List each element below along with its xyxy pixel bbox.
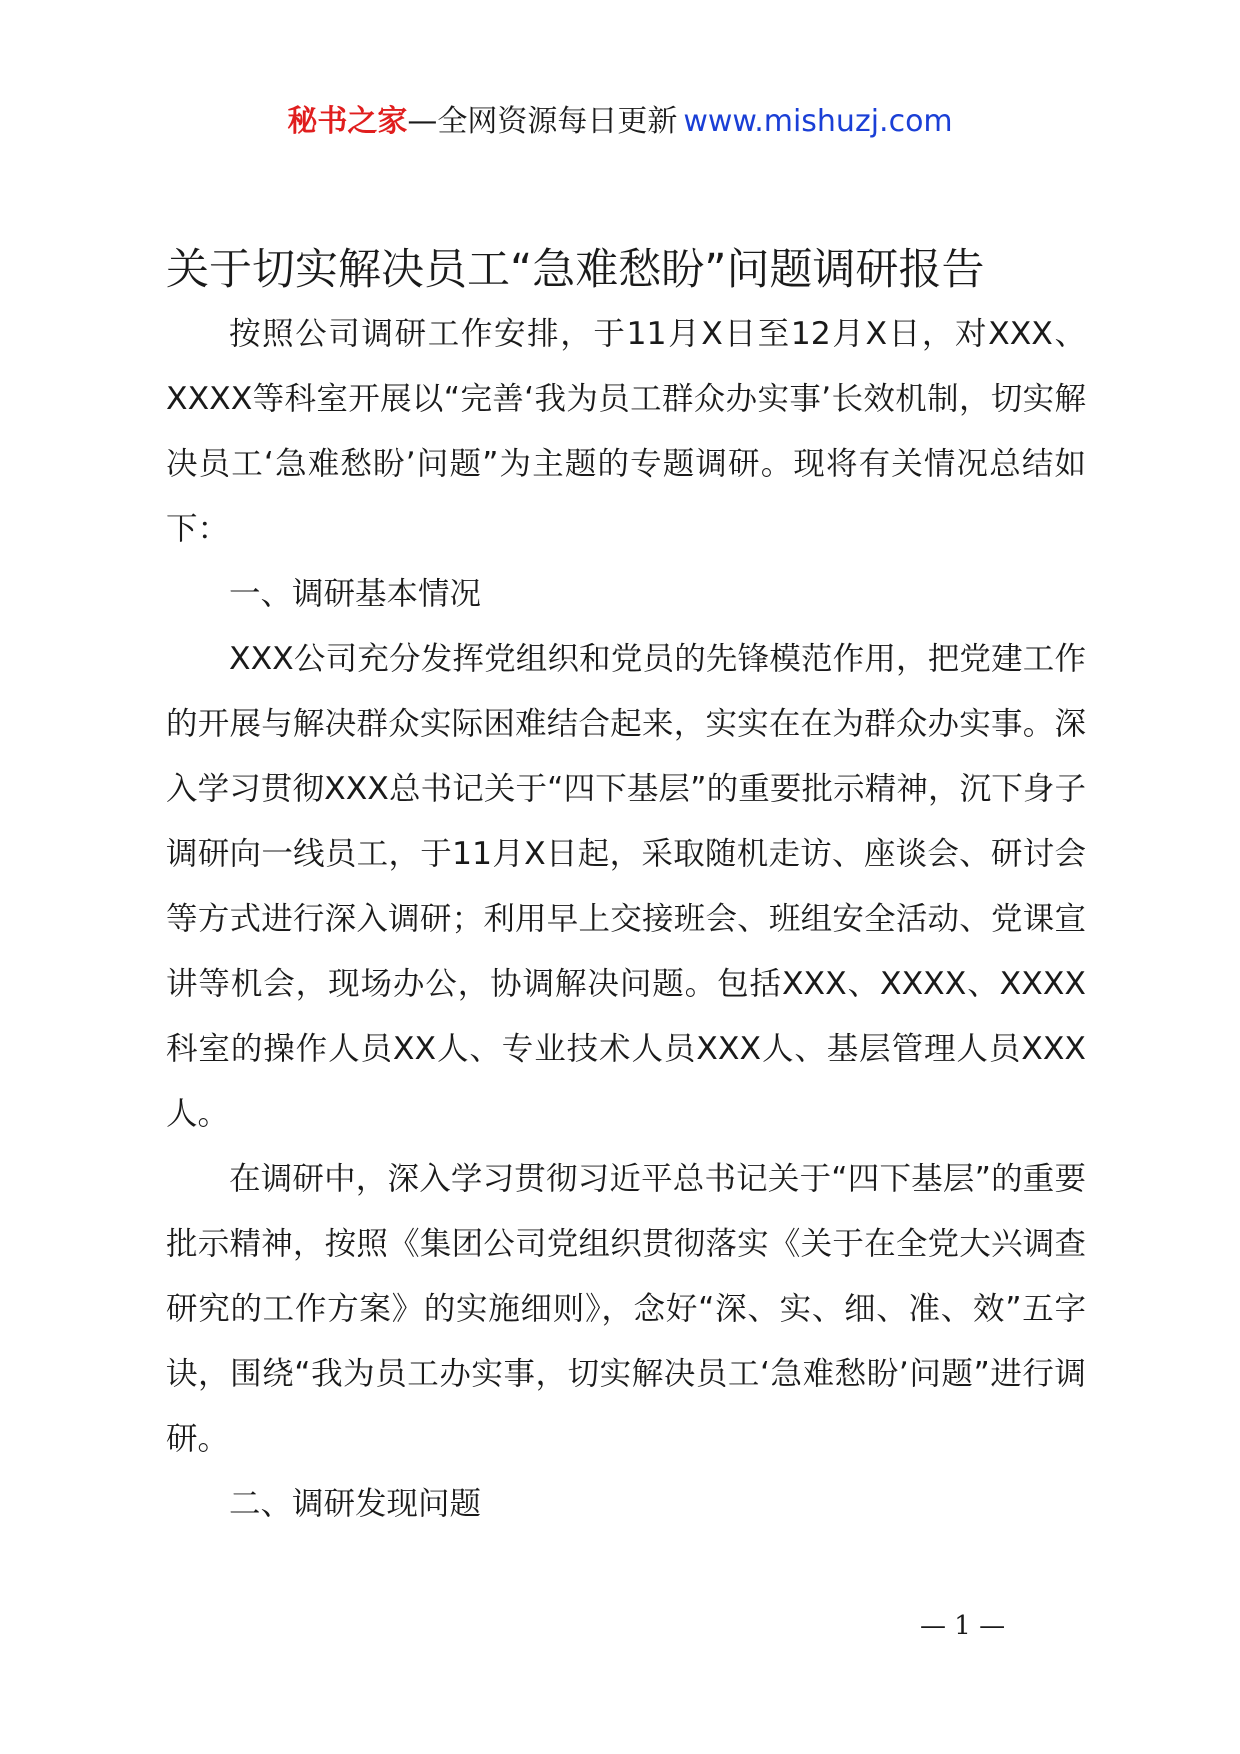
site-header (0, 100, 1240, 144)
section-heading-2: 二、调研发现问题 (229, 1486, 482, 1522)
document-body (166, 302, 1086, 1537)
brand-name: 秘书之家 (287, 104, 408, 139)
body-paragraph: 在调研中，深入学习贯彻习近平总书记关于“四下基层”的重要批示精神，按照《集团公司党组织贯彻落实《关于在全党大兴调查研究的工作方案》的实施细则》，念好“深、实、细、准、效”五字诀，围绕“我为员工办实事，切实解决员工‘急难愁盼’问题”进行调研。 (166, 1161, 1086, 1457)
section-heading-1: 一、调研基本情况 (229, 576, 482, 612)
body-paragraph: XXX公司充分发挥党组织和党员的先锋模范作用，把党建工作的开展与解决群众实际困难结合起来，实实在在为群众办实事。深入学习贯彻XXX总书记关于“四下基层”的重要批示精神，沉下身子调研向一线员工，于11月X日起，采取随机走访、座谈会、研讨会等方式进行深入调研；利用早上交接班会、班组安全活动、党课宣讲等机会，现场办公，协调解决问题。包括XXX、XXXX、XXXX科室的操作人员XX人、专业技术人员XXX人、基层管理人员XXX人。 (166, 641, 1086, 1132)
intro-paragraph: 按照公司调研工作安排，于11月X日至12月X日，对XXX、XXXX等科室开展以“完善‘我为员工群众办实事’长效机制，切实解决员工‘急难愁盼’问题”为主题的专题调研。现将有关情况总结如下： (166, 316, 1086, 547)
page-number: — 1 — (920, 1611, 1006, 1641)
header-tagline: —全网资源每日更新 (407, 104, 678, 139)
document-title: 关于切实解决员工“急难愁盼”问题调研报告 (166, 245, 985, 295)
website-link[interactable]: www.mishuzj.com (683, 104, 953, 139)
